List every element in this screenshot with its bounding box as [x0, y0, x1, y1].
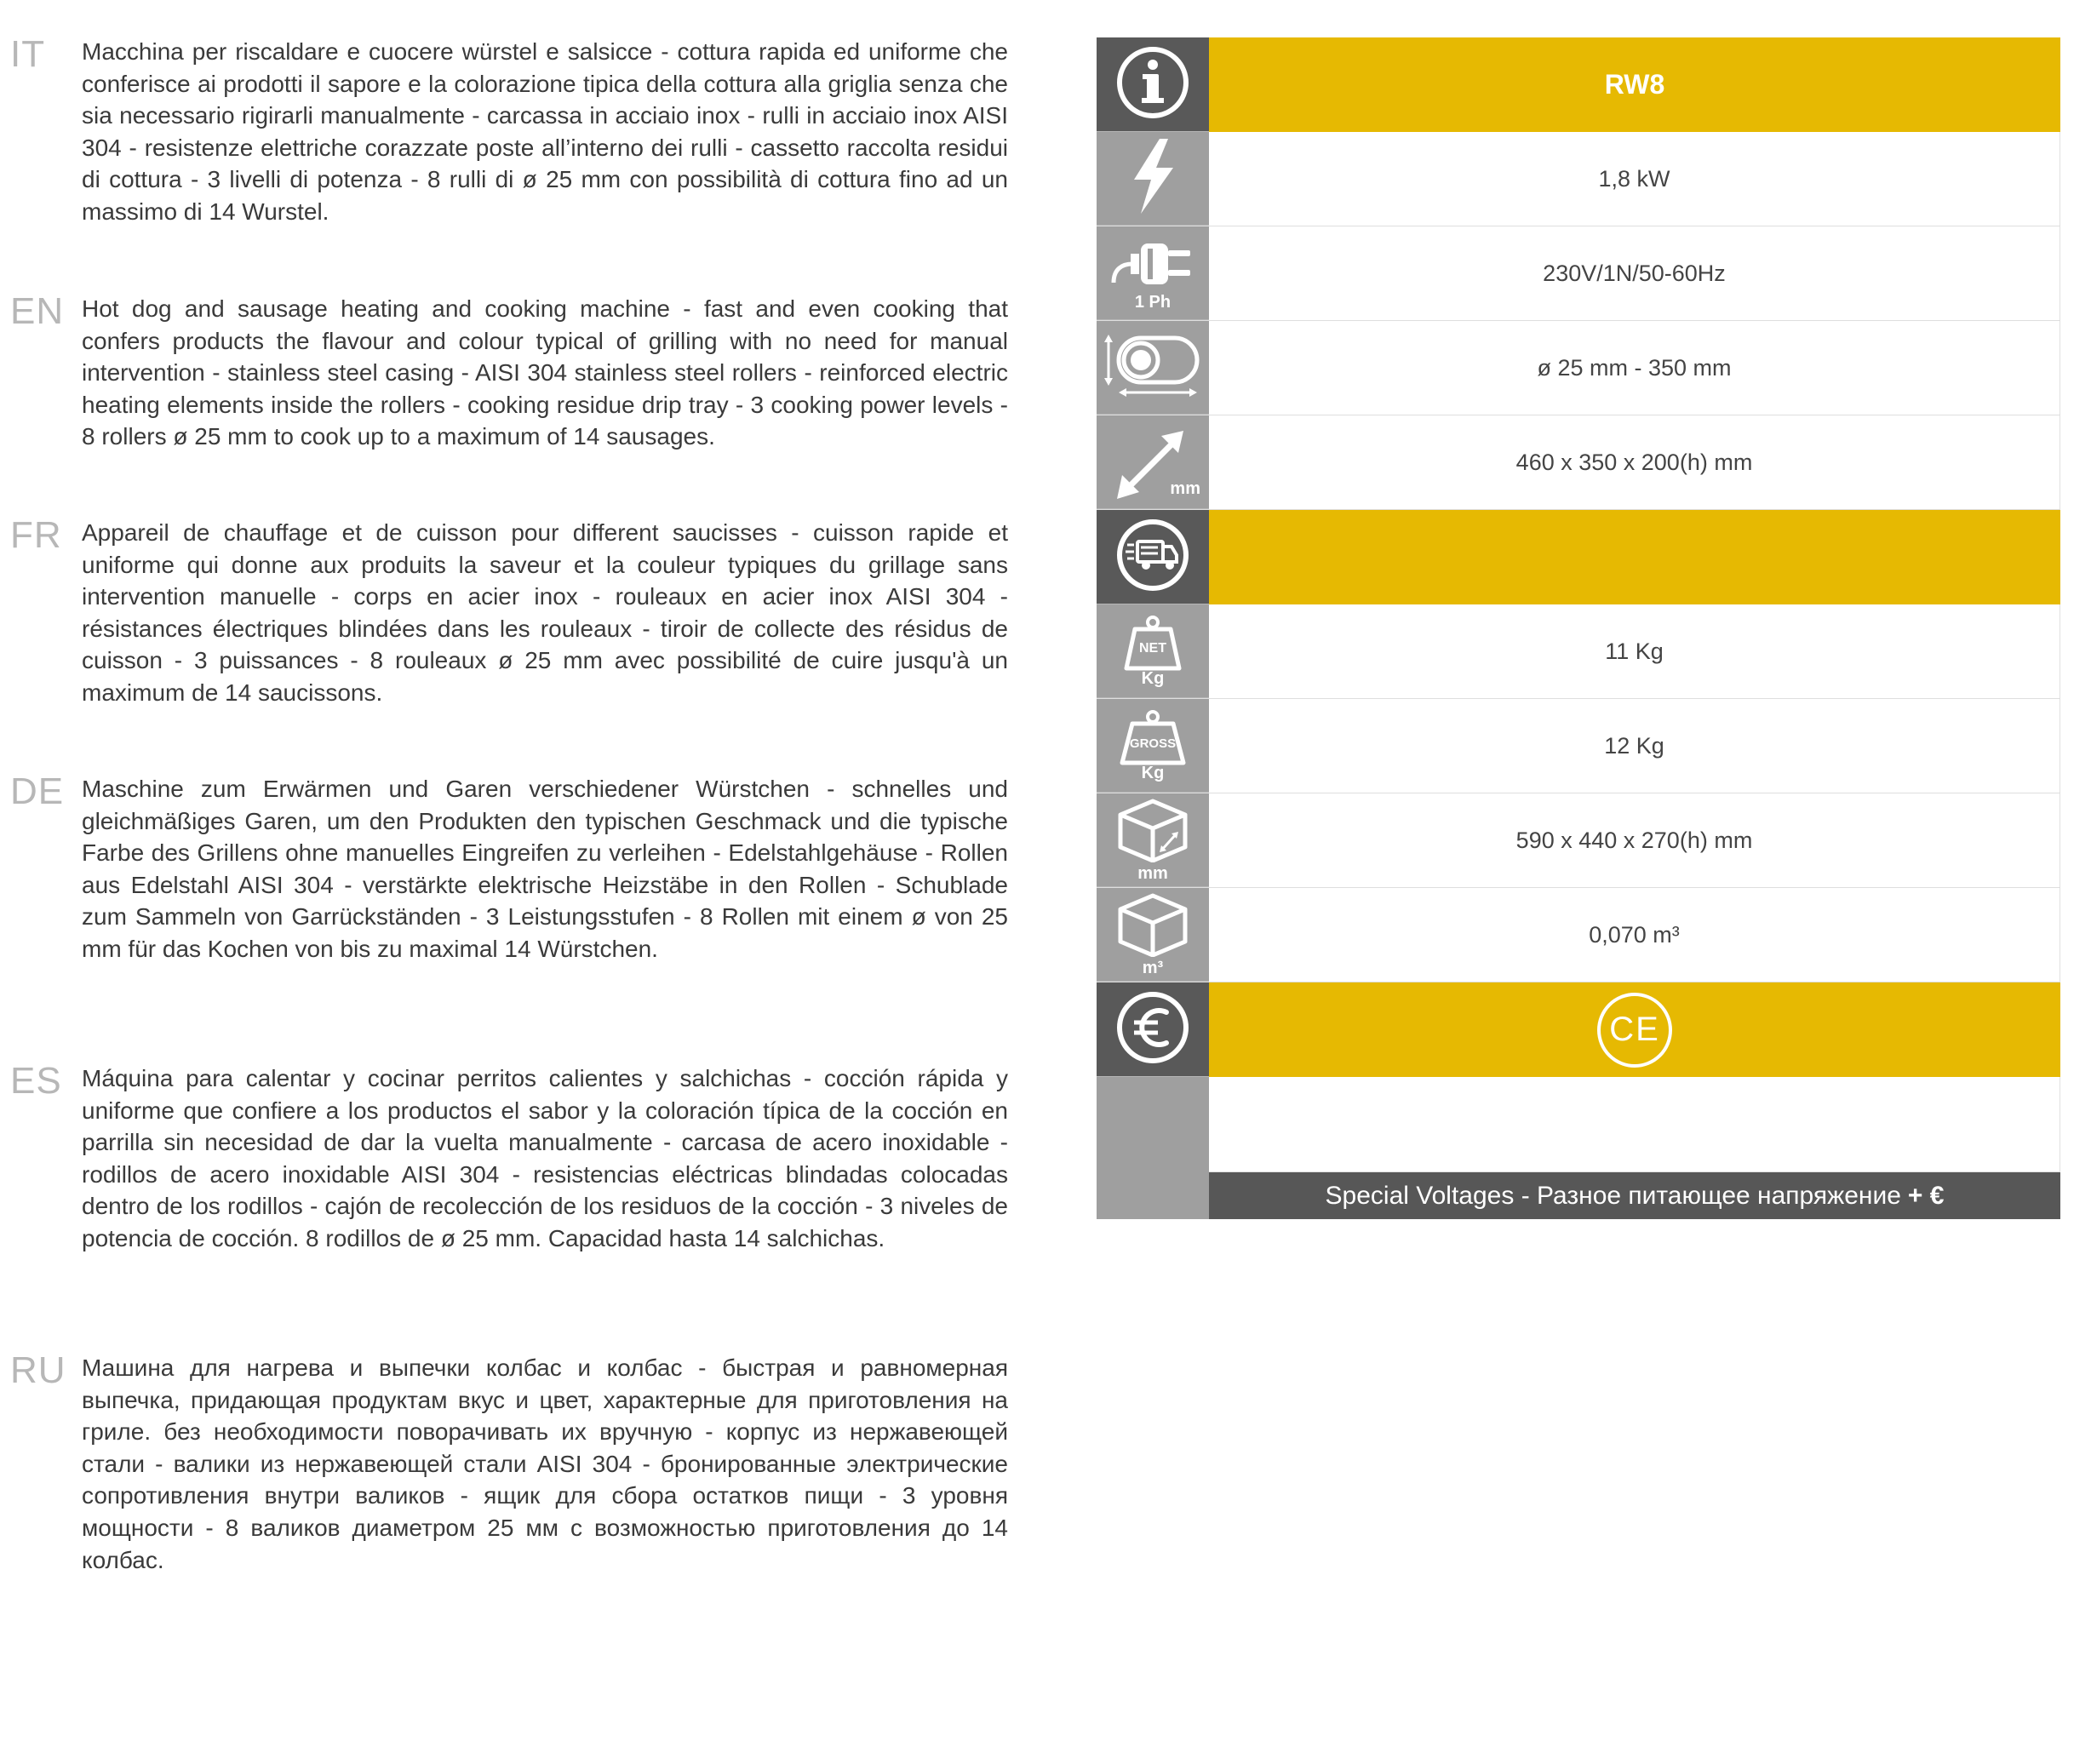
- spec-icon-cell: [1097, 415, 1209, 509]
- ce-mark-text: CE: [1609, 1011, 1660, 1048]
- description-text-es: Máquina para calentar y cocinar perritos calientes y salchichas - cocción rápida y uniforme que confiere a los productos el sabor y la coloración típica de la cocción en parrilla sin necesidad de dar la vuelta manualmente - carcasa de acero inoxidable - rodillos de acero inoxidable AISI 304 - resistencias eléctricas blindadas colocadas dentro de los rodillos - cajón de recolección de los residuos de la cocción - 3 niveles de potencia de cocción. 8 rodillos de ø 25 mm. Capacidad hasta 14 salchichas.: [82, 1065, 1008, 1251]
- spec-icon-cell: [1097, 793, 1209, 887]
- spec-icon-cell: [1097, 226, 1209, 320]
- spec-row-footer: [1097, 1172, 2060, 1219]
- spec-row-volume: [1097, 888, 2060, 982]
- lang-code-fr: FR: [10, 514, 62, 556]
- special-voltages-note: [1209, 1172, 2060, 1219]
- dimensions-icon-label: mm: [1170, 478, 1200, 498]
- roller-size-value: ø 25 mm - 350 mm: [1209, 321, 2060, 415]
- spec-icon-cell: [1097, 37, 1209, 132]
- spec-icon-cell: [1097, 888, 1209, 982]
- info-icon: [1115, 45, 1190, 124]
- lang-code-de: DE: [10, 770, 65, 812]
- lightning-icon: [1126, 137, 1180, 220]
- description-text-ru: Машина для нагрева и выпечки колбас и колбас - быстрая и равномерная выпечка, придающая продуктам вкус и цвет, характерные для приготовления на гриле. без необходимости поворачивать их вручную - корпус из нержавеющей стали - валики из нержавеющей стали AISI 304 - бронированные электрические сопротивления внутри валиков - ящик для сбора остатков пищи - 3 уровня мощности - 8 валиков диаметром 25 мм с возможностью приготовления до 14 колбас.: [82, 1354, 1008, 1573]
- volume-icon-label: m³: [1142, 959, 1164, 977]
- shipping-header-cell: [1209, 510, 2060, 604]
- spec-table: [1097, 37, 2060, 1219]
- diagonal-arrow-icon: [1110, 424, 1200, 501]
- lang-code-it: IT: [10, 33, 46, 75]
- net-icon-top: NET: [1139, 640, 1166, 656]
- description-text-it: Macchina per riscaldare e cuocere würstel e salsicce - cottura rapida ed uniforme che conferisce ai prodotti il sapore e la colorazione tipica della cottura alla griglia senza che sia necessario rigirarli manualmente - carcassa in acciaio inox - rulli in acciaio inox AISI 304 - resistenze elettriche corazzate poste all’interno dei rulli - cassetto raccolta residui di cottura - 3 livelli di potenza - 8 rulli di ø 25 mm con possibilità di cottura fino ad un massimo di 14 Wurstel.: [82, 38, 1008, 225]
- spec-icon-cell: [1097, 1077, 1209, 1172]
- spec-row-rollers: [1097, 321, 2060, 415]
- dimensions-value: 460 x 350 x 200(h) mm: [1209, 415, 2060, 509]
- special-voltages-text: Special Voltages - Разное питающее напряжение: [1325, 1181, 1901, 1210]
- spec-row-price: [1097, 1077, 2060, 1172]
- spec-row-gross-weight: [1097, 699, 2060, 793]
- price-value: [1209, 1077, 2060, 1172]
- spec-row-dimensions: [1097, 415, 2060, 510]
- lang-code-es: ES: [10, 1060, 62, 1102]
- euro-icon: [1115, 990, 1190, 1069]
- spec-icon-cell: [1097, 604, 1209, 698]
- spec-row-model: [1097, 37, 2060, 132]
- spec-row-price-header: [1097, 982, 2060, 1077]
- spec-icon-cell: [1097, 1172, 1209, 1219]
- ce-mark-icon: [1597, 993, 1672, 1068]
- spec-row-power: [1097, 132, 2060, 226]
- description-text-de: Maschine zum Erwärmen und Garen verschiedener Würstchen - schnelles und gleichmäßiges Garen, um den Produkten den typischen Geschmack und die typische Farbe des Grillens ohne manuelles Eingreifen zu verleihen - Edelstahlgehäuse - Rollen aus Edelstahl AISI 304 - verstärkte elektrische Heizstäbe in den Rollen - Schublade zum Sammeln von Garrückständen - 3 Leistungsstufen - 8 Rollen mit einem ø von 25 mm für das Kochen von bis zu maximal 14 Würstchen.: [82, 776, 1008, 962]
- box-dimensions-icon: [1117, 798, 1189, 867]
- gross-weight-value: 12 Kg: [1209, 699, 2060, 793]
- spec-row-net-weight: [1097, 604, 2060, 699]
- model-name: RW8: [1209, 37, 2060, 132]
- special-voltages-suffix: + €: [1907, 1181, 1945, 1210]
- roller-icon: [1103, 333, 1202, 402]
- lang-code-en: EN: [10, 290, 65, 332]
- package-icon-label: mm: [1137, 864, 1168, 883]
- spec-icon-cell: [1097, 132, 1209, 226]
- box-volume-icon: [1117, 892, 1189, 961]
- delivery-truck-icon: [1115, 518, 1190, 597]
- spec-icon-cell: [1097, 321, 1209, 415]
- spec-row-package-dimensions: [1097, 793, 2060, 888]
- description-text-en: Hot dog and sausage heating and cooking machine - fast and even cooking that confers products the flavour and colour typical of grilling with no need for manual intervention - stainless steel casing - AISI 304 stainless steel rollers - reinforced electric heating elements inside the rollers - cooking residue drip tray - 3 cooking power levels - 8 rollers ø 25 mm to cook up to a maximum of 14 sausages.: [82, 295, 1008, 450]
- net-weight-value: 11 Kg: [1209, 604, 2060, 698]
- spec-icon-cell: [1097, 699, 1209, 793]
- voltage-icon-label: 1 Ph: [1134, 293, 1172, 312]
- weight-net-icon: [1123, 616, 1183, 687]
- lang-code-ru: RU: [10, 1349, 66, 1391]
- ce-cell: [1209, 982, 2060, 1077]
- package-dimensions-value: 590 x 440 x 270(h) mm: [1209, 793, 2060, 887]
- spec-row-voltage: [1097, 226, 2060, 321]
- volume-value: 0,070 m³: [1209, 888, 2060, 982]
- spec-row-shipping-header: [1097, 510, 2060, 604]
- description-text-fr: Appareil de chauffage et de cuisson pour different saucisses - cuisson rapide et uniforme qui donne aux produits la saveur et la couleur typiques du grillage sans intervention manuelle - corps en acier inox - rouleaux en acier inox AISI 304 - résistances électriques blindées dans les rouleaux - tiroir de collecte des résidus de cuisson - 3 puissances - 8 rouleaux ø 25 mm avec possibilité de cuire jusqu'à un maximum de 14 saucissons.: [82, 519, 1008, 706]
- gross-icon-bottom: Kg: [1141, 763, 1165, 782]
- gross-icon-top: GROSS: [1129, 736, 1177, 751]
- spec-icon-cell: [1097, 982, 1209, 1077]
- net-icon-bottom: Kg: [1141, 668, 1165, 688]
- weight-gross-icon: [1119, 710, 1187, 782]
- voltage-value: 230V/1N/50-60Hz: [1209, 226, 2060, 320]
- power-value: 1,8 kW: [1209, 132, 2060, 226]
- spec-icon-cell: [1097, 510, 1209, 604]
- plug-icon: [1110, 235, 1195, 295]
